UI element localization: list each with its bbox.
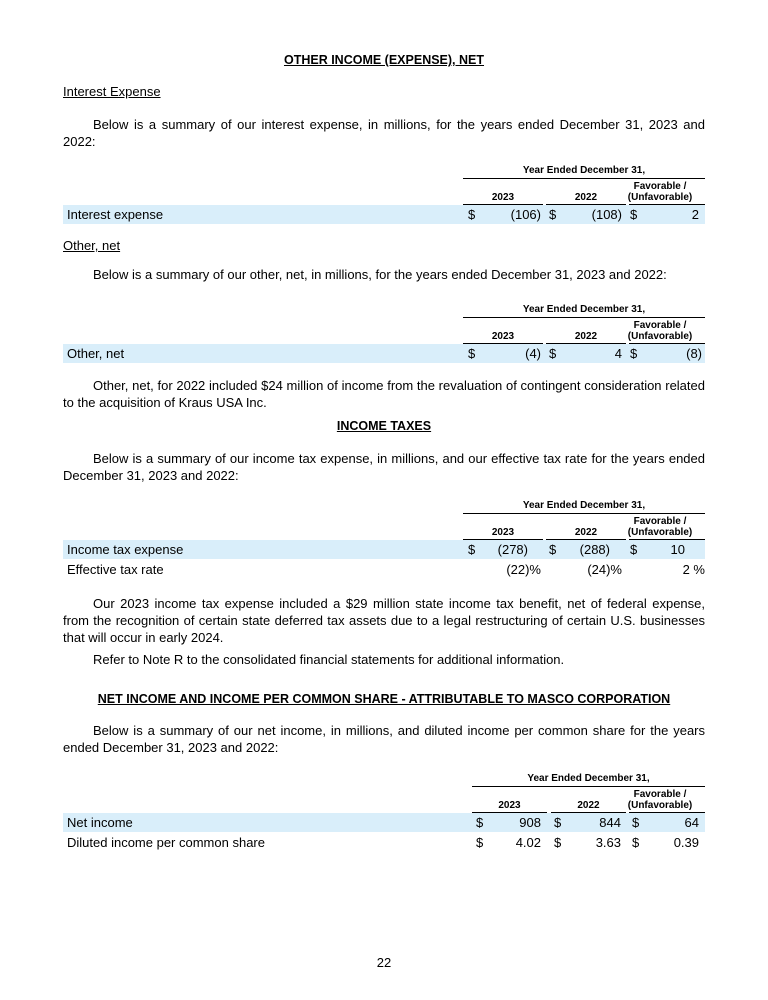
currency-2023: $: [468, 207, 476, 222]
other-net-intro-paragraph: Below is a summary of our other, net, in millions, for the years ended December 31, 2023 and 2022:: [93, 267, 667, 282]
row-label: Other, net: [67, 346, 125, 361]
table-row: [63, 205, 705, 224]
value-2023: (106): [510, 207, 541, 222]
currency-2022: $: [549, 207, 557, 222]
value-2022: (108): [591, 207, 622, 222]
table-header-year-ended: Year Ended December 31,: [527, 773, 650, 784]
net-income-intro-paragraph: Below is a summary of our net income, in millions, and diluted income per common share for the years ended December 31, 2023 and 2022:: [63, 723, 705, 755]
income-taxes-table: [63, 493, 705, 583]
value-fav: 10: [670, 542, 685, 557]
net-income-table: [63, 766, 705, 856]
row-label: Income tax expense: [67, 542, 184, 557]
value-2023: 4.02: [515, 835, 541, 850]
value-2022: 844: [599, 815, 621, 830]
value-2023: 908: [519, 815, 541, 830]
value-fav: 2: [691, 207, 699, 222]
subheading-other-net: Other, net: [63, 238, 121, 253]
value-fav: 2 %: [682, 562, 705, 577]
col-header-2022: 2022: [577, 800, 600, 811]
row-label: Interest expense: [67, 207, 164, 222]
col-header-2023: 2023: [491, 331, 515, 342]
value-fav: (8): [686, 346, 702, 361]
col-header-unfavorable: (Unfavorable): [627, 192, 693, 203]
currency-2023: $: [476, 835, 484, 850]
income-taxes-refer-paragraph: Refer to Note R to the consolidated financial statements for additional information.: [93, 652, 565, 667]
value-2023: (22)%: [506, 562, 541, 577]
value-fav: 64: [684, 815, 699, 830]
currency-fav: $: [630, 542, 638, 557]
value-2022: (288): [579, 542, 610, 557]
header-rule: [472, 786, 705, 787]
col-header-favorable: Favorable /: [633, 789, 687, 800]
interest-intro-paragraph: Below is a summary of our interest expense, in millions, for the years ended December 31, 2023 and 2022:: [63, 117, 705, 149]
table-row: [63, 833, 705, 852]
currency-2022: $: [549, 346, 557, 361]
currency-2022: $: [554, 835, 562, 850]
currency-2023: $: [476, 815, 484, 830]
currency-2022: $: [549, 542, 557, 557]
row-label: Net income: [67, 815, 133, 830]
table-header-year-ended: Year Ended December 31,: [522, 165, 646, 176]
value-2022: (24)%: [587, 562, 622, 577]
value-2023: (278): [497, 542, 528, 557]
currency-fav: $: [632, 815, 640, 830]
income-taxes-intro-paragraph: Below is a summary of our income tax expense, in millions, and our effective tax rate for the years ended December 31, 2023 and 2022:: [63, 451, 705, 483]
col-header-2022: 2022: [574, 192, 598, 203]
currency-2023: $: [468, 542, 476, 557]
col-header-unfavorable: (Unfavorable): [627, 331, 693, 342]
col-header-favorable: Favorable /: [633, 181, 687, 192]
row-label: Diluted income per common share: [67, 835, 265, 850]
table-row: [63, 813, 705, 832]
table-header-year-ended: Year Ended December 31,: [522, 500, 646, 511]
col-header-favorable: Favorable /: [633, 516, 687, 527]
table-header-year-ended: Year Ended December 31,: [522, 304, 646, 315]
value-2022: 3.63: [595, 835, 621, 850]
col-header-2023: 2023: [491, 192, 515, 203]
col-header-favorable: Favorable /: [633, 320, 687, 331]
section-title-income-taxes: INCOME TAXES: [336, 419, 432, 433]
income-taxes-note-paragraph: Our 2023 income tax expense included a $29 million state income tax benefit, net of federal expense, from the recognition of certain state deferred tax assets due to a legal restructuring of certain U.S. businesses that will occur in early 2024.: [63, 596, 705, 645]
section-title-other-income: OTHER INCOME (EXPENSE), NET: [283, 53, 485, 67]
subheading-interest-expense: Interest Expense: [63, 84, 161, 99]
other-net-table: [63, 297, 705, 367]
value-fav: 0.39: [673, 835, 699, 850]
currency-2022: $: [554, 815, 562, 830]
header-rule: [463, 317, 705, 318]
currency-fav: $: [630, 207, 638, 222]
section-title-net-income: NET INCOME AND INCOME PER COMMON SHARE - ATTRIBUTABLE TO MASCO CORPORATION: [97, 692, 671, 706]
header-rule: [463, 178, 705, 179]
table-row: [63, 560, 705, 579]
col-header-2023: 2023: [498, 800, 521, 811]
col-header-unfavorable: (Unfavorable): [627, 800, 693, 811]
currency-2023: $: [468, 346, 476, 361]
value-2022: 4: [614, 346, 622, 361]
table-row: [63, 540, 705, 559]
page-number: 22: [376, 955, 392, 970]
col-header-2022: 2022: [574, 527, 598, 538]
col-header-unfavorable: (Unfavorable): [627, 527, 693, 538]
col-header-2023: 2023: [491, 527, 515, 538]
value-2023: (4): [525, 346, 541, 361]
header-rule: [463, 513, 705, 514]
col-header-2022: 2022: [574, 331, 598, 342]
table-row: [63, 344, 705, 363]
row-label: Effective tax rate: [67, 562, 164, 577]
other-net-note-paragraph: Other, net, for 2022 included $24 million of income from the revaluation of contingent consideration related to the acquisition of Kraus USA Inc.: [63, 378, 705, 410]
currency-fav: $: [630, 346, 638, 361]
interest-expense-table: [63, 158, 705, 228]
currency-fav: $: [632, 835, 640, 850]
